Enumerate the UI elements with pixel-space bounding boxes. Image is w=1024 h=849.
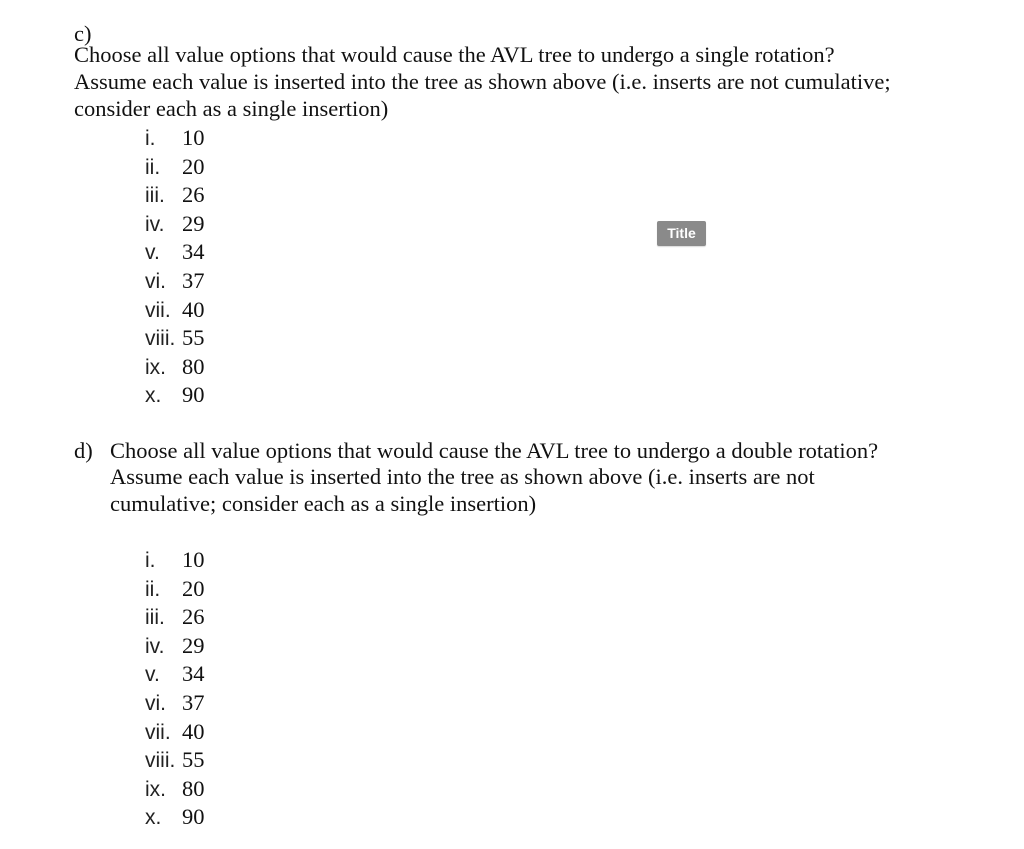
question-d-option: [145, 546, 205, 575]
question-d-text-line-3: cumulative; consider each as a single insertion): [110, 491, 537, 516]
option-value: 37: [182, 267, 205, 293]
option-numeral: vi.: [145, 691, 166, 715]
option-numeral: vii.: [145, 298, 171, 322]
option-value: 37: [182, 689, 205, 715]
option-value: 29: [182, 632, 205, 658]
option-value: 34: [182, 661, 205, 687]
option-value: 26: [182, 182, 205, 208]
option-value: 10: [182, 125, 205, 150]
option-numeral: iv.: [145, 212, 165, 236]
question-c-option: [145, 353, 205, 382]
option-value: 20: [182, 575, 205, 601]
option-value: 80: [182, 353, 205, 379]
question-c-option: [145, 381, 205, 410]
option-value: 55: [182, 325, 205, 351]
question-d-text-line-2: Assume each value is inserted into the tree as shown above (i.e. inserts are not: [110, 464, 815, 489]
question-c-option: [145, 324, 205, 353]
option-value: 34: [182, 239, 205, 265]
question-d-option: [145, 746, 205, 775]
question-d-text-line-1: Choose all value options that would cause the AVL tree to undergo a double rotation?: [110, 438, 879, 463]
option-value: 40: [182, 296, 205, 322]
option-numeral: v.: [145, 663, 160, 687]
question-d-option: [145, 718, 205, 747]
option-numeral: x.: [145, 384, 162, 408]
question-c-text-line-1: Choose all value options that would cause the AVL tree to undergo a single rotation?: [74, 42, 835, 67]
question-c-option: [145, 210, 205, 239]
question-d-option: [145, 575, 205, 604]
option-numeral: viii.: [145, 749, 176, 773]
question-d-option: [145, 803, 205, 832]
option-numeral: ix.: [145, 355, 166, 379]
question-c-option: [145, 153, 205, 182]
question-d-label: d): [74, 438, 93, 463]
question-c-text-line-3: consider each as a single insertion): [74, 96, 389, 121]
option-numeral: ii.: [145, 155, 161, 179]
option-numeral: iii.: [145, 606, 165, 630]
option-numeral: i.: [145, 127, 156, 150]
option-value: 10: [182, 547, 205, 572]
option-numeral: v.: [145, 241, 160, 265]
title-button[interactable]: Title: [657, 221, 706, 246]
option-value: 90: [182, 804, 205, 830]
option-numeral: ix.: [145, 777, 166, 801]
option-numeral: iv.: [145, 634, 165, 658]
question-c-text-line-2: Assume each value is inserted into the tree as shown above (i.e. inserts are not cumulative;: [74, 69, 891, 94]
option-numeral: vii.: [145, 720, 171, 744]
question-d-option: [145, 775, 205, 804]
option-value: 29: [182, 210, 205, 236]
question-c-option: [145, 267, 205, 296]
option-value: 90: [182, 382, 205, 408]
option-numeral: iii.: [145, 184, 165, 208]
option-numeral: x.: [145, 806, 162, 830]
option-value: 20: [182, 153, 205, 179]
option-value: 26: [182, 604, 205, 630]
question-d-options: [145, 546, 205, 832]
question-c-option: [145, 124, 205, 153]
question-d-option: [145, 632, 205, 661]
question-d-option: [145, 660, 205, 689]
question-d-option: [145, 689, 205, 718]
question-c-option: [145, 238, 205, 267]
question-c-options: [145, 124, 205, 410]
option-numeral: ii.: [145, 577, 161, 601]
question-c-label: c): [74, 21, 92, 46]
option-numeral: viii.: [145, 327, 176, 351]
option-value: 80: [182, 775, 205, 801]
question-d-option: [145, 603, 205, 632]
option-value: 40: [182, 718, 205, 744]
question-c-option: [145, 181, 205, 210]
option-numeral: vi.: [145, 269, 166, 293]
option-numeral: i.: [145, 549, 156, 572]
question-c-option: [145, 296, 205, 325]
option-value: 55: [182, 747, 205, 773]
